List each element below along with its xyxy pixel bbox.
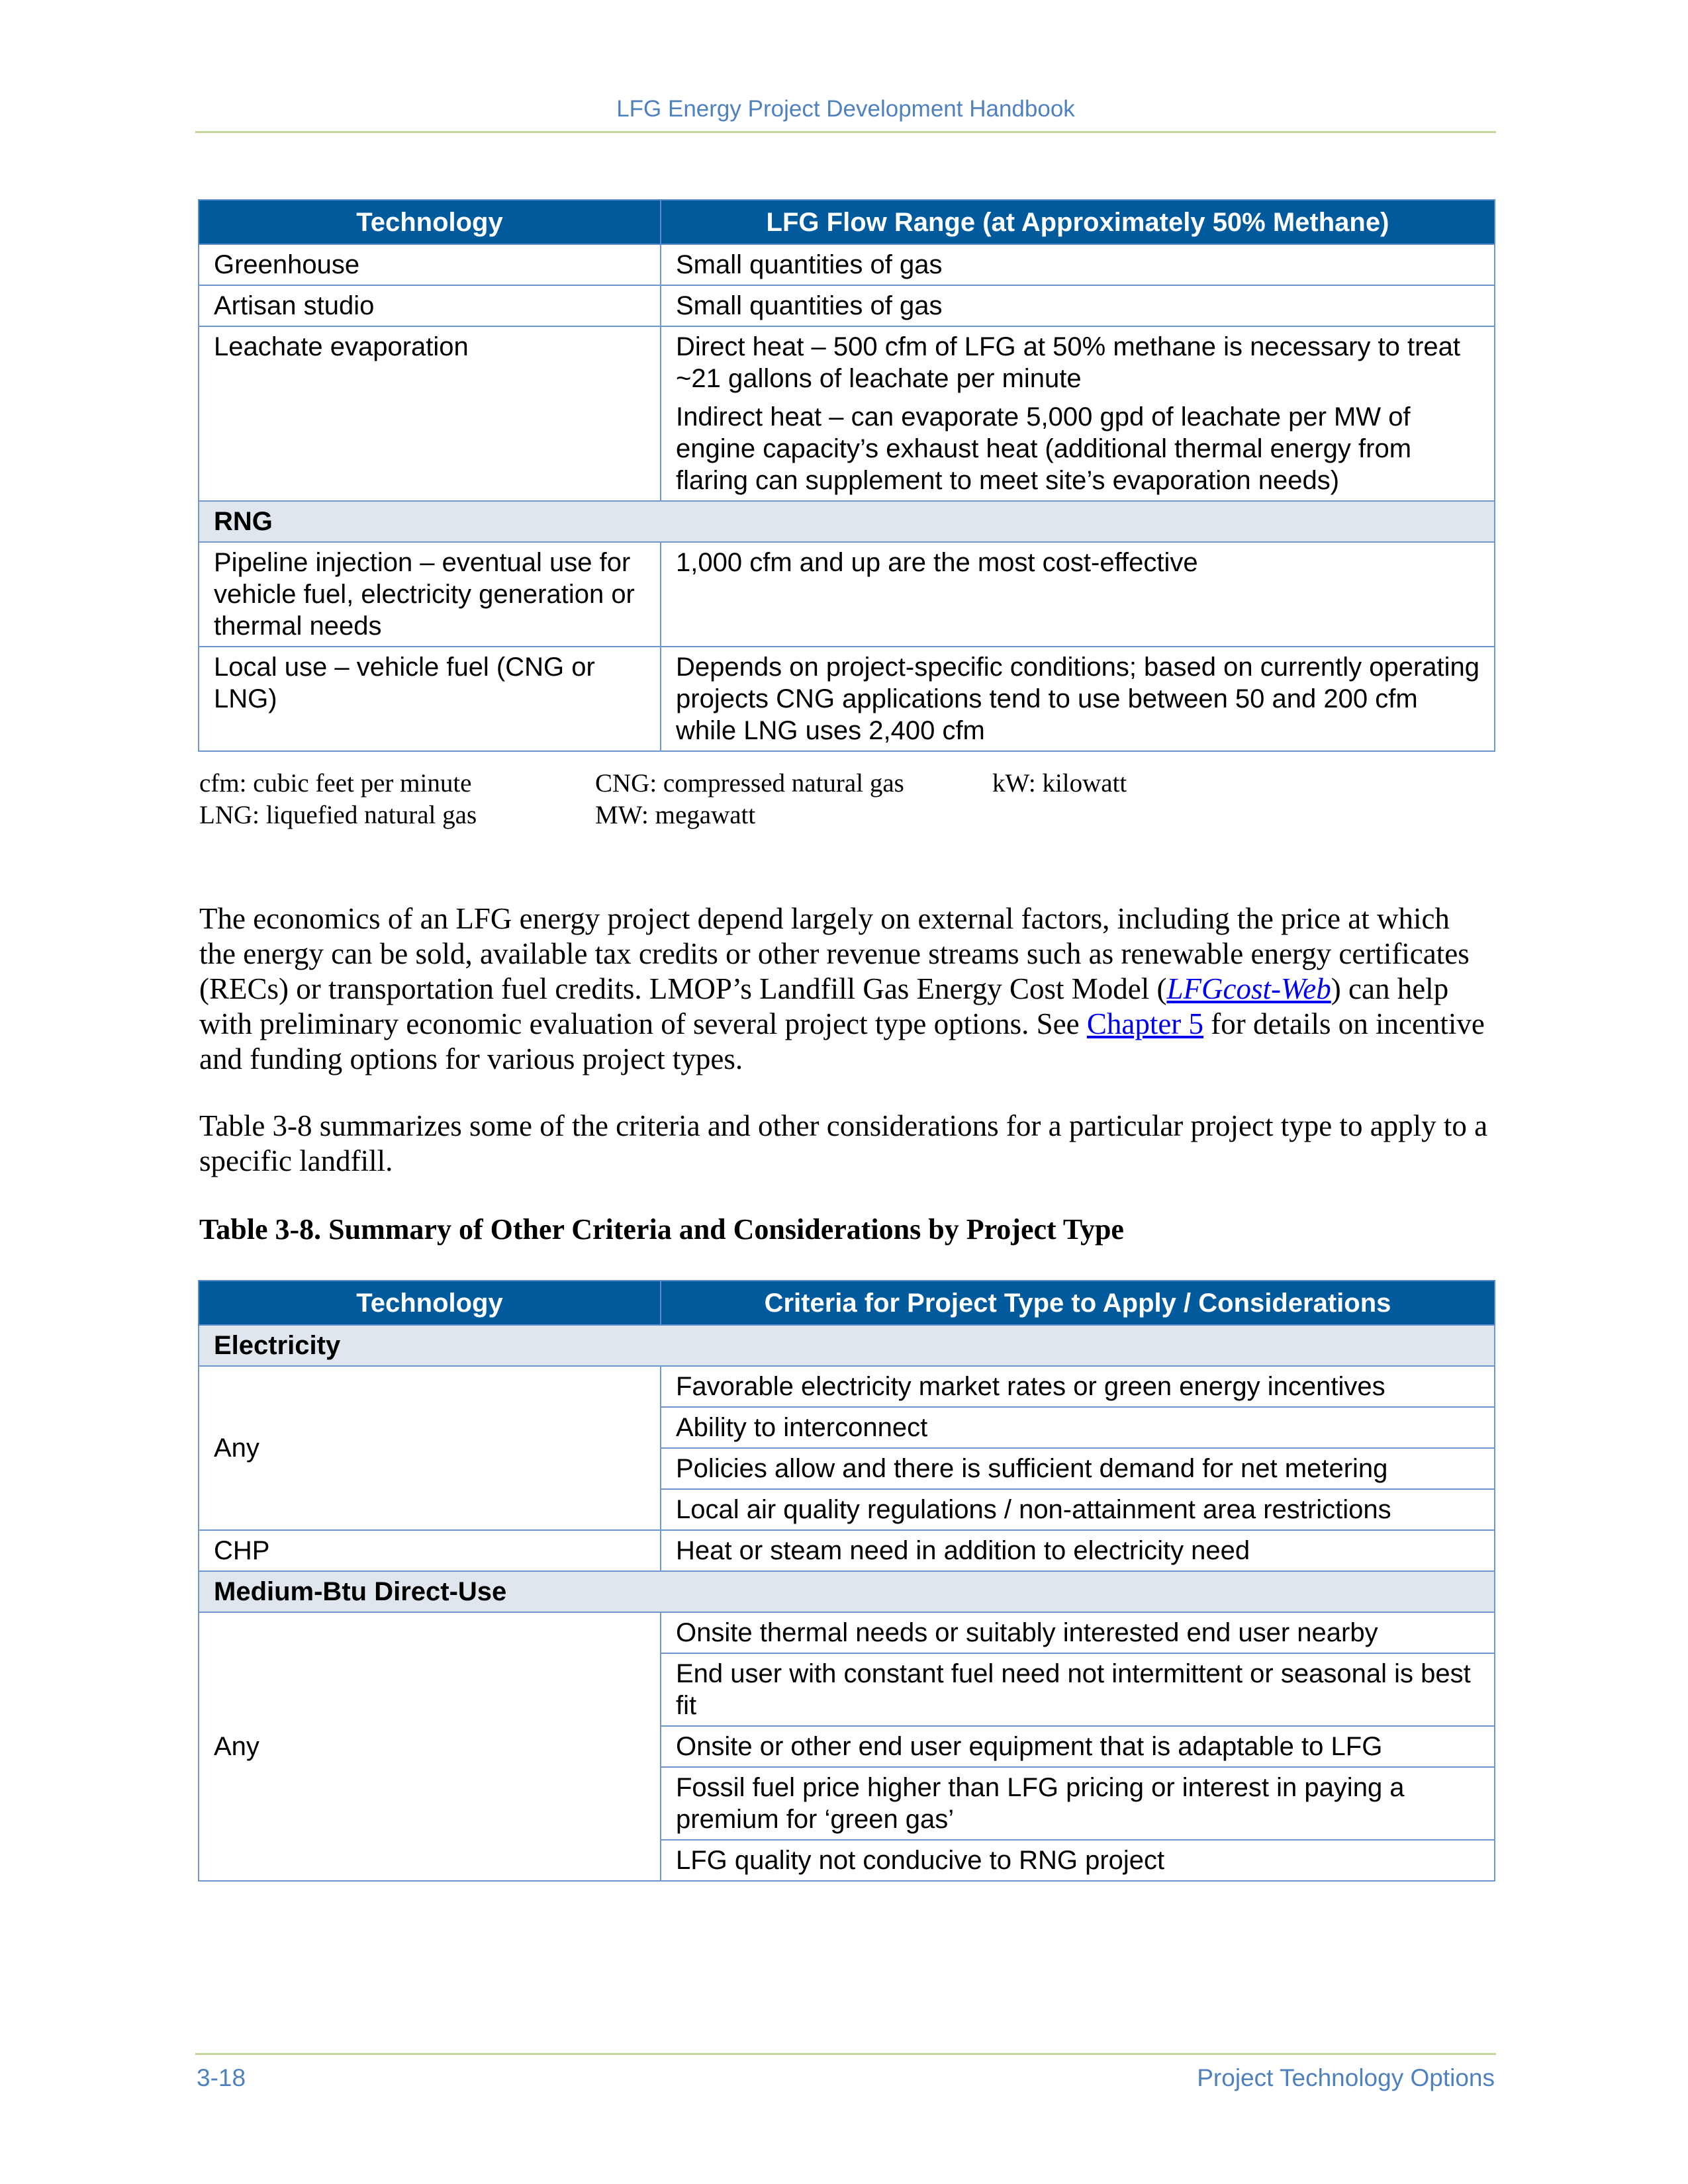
criteria-cell: End user with constant fuel need not intermittent or seasonal is best fit <box>661 1653 1495 1726</box>
chapter-5-link[interactable]: Chapter 5 <box>1086 1007 1204 1040</box>
paragraph-text: The economics of an LFG energy project depend largely on external factors, including the price at which the energy can be sold, available tax credits or other revenue streams such as renewable energy certificates (RECs) or transportation fuel credits. LMOP’s Landfill Gas Energy Cost Model ( <box>199 902 1470 1005</box>
flow-range-text: Direct heat – 500 cfm of LFG at 50% methane is necessary to treat ~21 gallons of leachate per minute <box>676 332 1461 393</box>
column-header: LFG Flow Range (at Approximately 50% Methane) <box>661 200 1495 244</box>
criteria-cell: LFG quality not conducive to RNG project <box>661 1840 1495 1881</box>
flow-range-cell <box>661 326 1495 501</box>
criteria-cell: Onsite thermal needs or suitably interested end user nearby <box>661 1612 1495 1653</box>
table-header-row <box>199 200 1495 244</box>
page-number: 3-18 <box>197 2064 246 2091</box>
table-row <box>199 285 1495 326</box>
table-row <box>199 244 1495 285</box>
table-row <box>199 1366 1495 1407</box>
section-label: RNG <box>199 501 1495 542</box>
technology-cell: Local use – vehicle fuel (CNG or LNG) <box>199 647 661 751</box>
column-header: Technology <box>199 200 661 244</box>
criteria-cell: Heat or steam need in addition to electricity need <box>661 1530 1495 1571</box>
table-row <box>199 326 1495 501</box>
criteria-cell: Fossil fuel price higher than LFG pricing or interest in paying a premium for ‘green gas’ <box>661 1767 1495 1840</box>
body-paragraph <box>199 901 1490 1077</box>
technology-cell: Leachate evaporation <box>199 326 661 501</box>
table-row <box>199 1530 1495 1571</box>
flow-range-cell: Depends on project-specific conditions; based on currently operating projects CNG applications tend to use between 50 and 200 cfm while LNG uses 2,400 cfm <box>661 647 1495 751</box>
flow-range-cell: Small quantities of gas <box>661 244 1495 285</box>
flow-range-text: Indirect heat – can evaporate 5,000 gpd of leachate per MW of engine capacity’s exhaust heat (additional thermal energy from flaring can supplement to meet site’s evaporation needs) <box>676 402 1412 495</box>
abbreviation: LNG: liquefied natural gas <box>199 801 477 829</box>
technology-cell: Any <box>199 1366 661 1530</box>
section-row <box>199 1571 1495 1612</box>
technology-cell: Greenhouse <box>199 244 661 285</box>
paragraph-text: ) can help with preliminary economic evaluation of several project type options. See <box>199 972 1449 1040</box>
technology-cell: Pipeline injection – eventual use for vehicle fuel, electricity generation or thermal needs <box>199 542 661 647</box>
abbreviation: cfm: cubic feet per minute <box>199 769 472 797</box>
section-title: Project Technology Options <box>1197 2064 1495 2091</box>
criteria-cell: Ability to interconnect <box>661 1407 1495 1448</box>
section-row <box>199 501 1495 542</box>
paragraph-text: for details on incentive and funding options for various project types. <box>199 1007 1485 1075</box>
lfgcost-web-link[interactable]: LFGcost-Web <box>1166 972 1331 1005</box>
technology-cell: CHP <box>199 1530 661 1571</box>
criteria-cell: Favorable electricity market rates or green energy incentives <box>661 1366 1495 1407</box>
flow-range-cell: Small quantities of gas <box>661 285 1495 326</box>
criteria-cell: Local air quality regulations / non-attainment area restrictions <box>661 1489 1495 1530</box>
table-header-row <box>199 1281 1495 1325</box>
section-row <box>199 1325 1495 1366</box>
table-row <box>199 542 1495 647</box>
flow-range-table <box>198 199 1495 752</box>
table-caption: Table 3-8. Summary of Other Criteria and Considerations by Project Type <box>199 1213 1124 1246</box>
section-label: Medium-Btu Direct-Use <box>199 1571 1495 1612</box>
column-header: Technology <box>199 1281 661 1325</box>
criteria-cell: Onsite or other end user equipment that is adaptable to LFG <box>661 1726 1495 1767</box>
abbreviation: CNG: compressed natural gas <box>595 769 904 797</box>
flow-range-cell: 1,000 cfm and up are the most cost-effective <box>661 542 1495 647</box>
abbreviation: MW: megawatt <box>595 801 756 829</box>
technology-cell: Any <box>199 1612 661 1881</box>
criteria-cell: Policies allow and there is sufficient demand for net metering <box>661 1448 1495 1489</box>
criteria-table <box>198 1280 1495 1882</box>
column-header: Criteria for Project Type to Apply / Considerations <box>661 1281 1495 1325</box>
body-paragraph: Table 3-8 summarizes some of the criteria and other considerations for a particular project type to apply to a specific landfill. <box>199 1109 1488 1177</box>
running-header: LFG Energy Project Development Handbook <box>195 96 1496 133</box>
running-footer <box>195 2053 1496 2094</box>
technology-cell: Artisan studio <box>199 285 661 326</box>
abbreviation: kW: kilowatt <box>992 769 1127 797</box>
section-label: Electricity <box>199 1325 1495 1366</box>
table-row <box>199 1612 1495 1653</box>
table-row <box>199 647 1495 751</box>
